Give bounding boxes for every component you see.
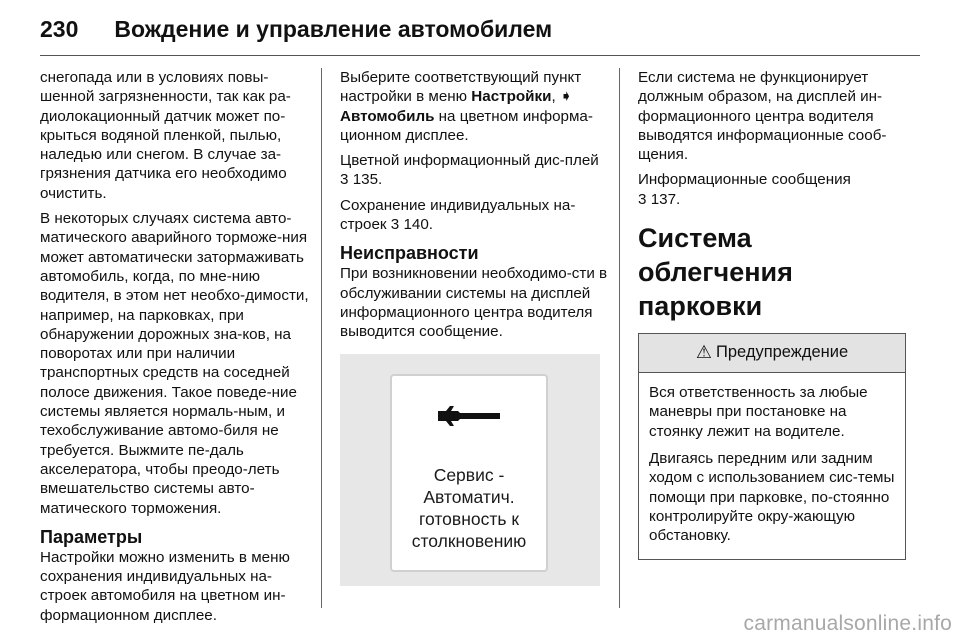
- text: Информационные сообщения: [638, 171, 851, 189]
- running-head: Вождение и управление автомобилем: [114, 15, 553, 42]
- display-line: столкновению: [411, 530, 527, 551]
- paragraph: Вся ответственность за любые маневры при постановке на стоянку лежит на водителе.: [649, 384, 868, 440]
- watermark: carmanualsonline.info: [743, 612, 952, 635]
- menu-vehicle: Автомобиль: [340, 107, 435, 125]
- menu-arrow-icon: ➧: [559, 88, 573, 106]
- paragraph: При возникновении необходимо-сти в обслуживании системы на дисплей информационного центра водителя выводится сообщение.: [340, 265, 608, 341]
- paragraph: В некоторых случаях система авто-матического аварийного торможе-ния может автоматически затормаживать автомобиль, когда, по мне-нию водителя, в этом нет необхо-димости, например, на парковках, при обнаружении дорожных зна-ков, на поворотах или при наличии транспортных средств на соседней полосе движения. Такое поведе-ние системы является нормаль-ным, и техобслуживание автомо-биля не требуется. Выжмите пе-даль акселератора, чтобы преодо-леть вмешательство системы авто-матического торможения.: [40, 210, 309, 517]
- ref-arrow-icon: 3: [340, 171, 349, 189]
- warning-box: [638, 333, 906, 560]
- display-line: готовность к: [419, 508, 519, 529]
- ref-arrow-icon: 3: [638, 190, 647, 208]
- text: Выберите соответствующий пункт настройки в меню: [340, 69, 582, 106]
- text: Сохранение индивидуальных на-строек: [340, 196, 576, 234]
- warning-icon: ⚠: [695, 342, 712, 363]
- menu-settings: Настройки: [471, 88, 552, 106]
- ref-arrow-icon: 3: [390, 216, 400, 234]
- page-ref[interactable]: 137.: [650, 190, 681, 208]
- paragraph: [340, 196, 608, 235]
- warning-title-text: Предупреждение: [715, 343, 849, 362]
- column-right: [638, 68, 906, 560]
- header-rule: [40, 55, 920, 56]
- heading-faults: Неисправности: [340, 243, 479, 264]
- paragraph: [340, 68, 608, 145]
- display-message: [392, 464, 546, 552]
- display-screen: [390, 374, 548, 572]
- text: на цветном информа-ционном дисплее.: [340, 107, 593, 144]
- paragraph: снегопада или в условиях повы-шенной загрязненности, так как ра-диолокационный датчик может по-крыться водяной пленкой, пылью, наледью или снегом. В случае за-грязнения датчика его необходимо очистить.: [40, 69, 291, 202]
- section-title-line: Система облегчения: [638, 223, 793, 288]
- section-title: [638, 221, 906, 323]
- page-ref[interactable]: 135.: [352, 171, 383, 189]
- column-divider: [321, 68, 322, 608]
- wrench-icon: [434, 402, 504, 430]
- display-illustration: [340, 354, 600, 586]
- page-number: 230: [40, 15, 79, 42]
- page-ref[interactable]: 140.: [403, 216, 434, 234]
- paragraph: Настройки можно изменить в меню сохранения индивидуальных на-строек автомобиля на цветном ин-формационном дисплее.: [40, 548, 290, 624]
- paragraph: [340, 151, 608, 190]
- paragraph: [638, 170, 906, 209]
- section-title-line: парковки: [638, 291, 763, 322]
- page-header: [40, 6, 920, 52]
- paragraph: Если система не функционирует должным образом, на дисплей ин-формационного центра водителя выводятся информационные сооб-щения.: [638, 69, 887, 164]
- text: ,: [551, 88, 560, 106]
- text: Цветной информационный дис-плей: [340, 152, 599, 170]
- warning-title: [639, 334, 905, 373]
- warning-body: [639, 373, 905, 559]
- heading-parameters: Параметры: [40, 526, 143, 547]
- column-left: [40, 68, 310, 631]
- paragraph: Двигаясь передним или задним ходом с использованием сис-темы помощи при парковке, по-стоянно контролируйте окру-жающую обстановку.: [649, 449, 895, 545]
- display-line: Автоматич.: [423, 486, 515, 507]
- column-divider: [619, 68, 620, 608]
- column-middle: [340, 68, 608, 586]
- display-line: Сервис -: [433, 464, 505, 485]
